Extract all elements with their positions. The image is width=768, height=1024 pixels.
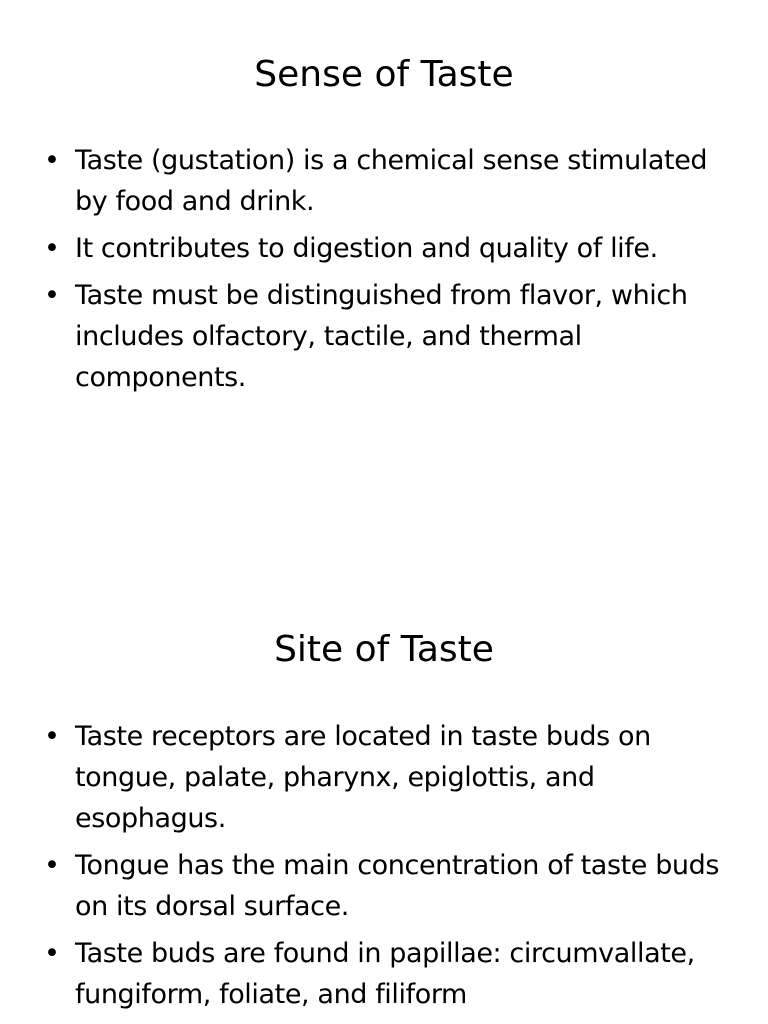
slide-site-of-taste bbox=[0, 576, 768, 1024]
bullet-icon: • bbox=[44, 233, 60, 264]
bullet-icon: • bbox=[44, 938, 60, 969]
bullet-text: Taste (gustation) is a chemical sense stimulated by food and drink. bbox=[75, 145, 708, 217]
bullet-icon: • bbox=[44, 280, 60, 311]
bullet-icon: • bbox=[44, 850, 60, 881]
bullet-list bbox=[0, 716, 740, 1021]
bullet-text: Taste must be distinguished from flavor, which includes olfactory, tactile, and thermal components. bbox=[75, 280, 688, 393]
bullet-item bbox=[0, 933, 740, 1015]
bullet-item bbox=[0, 716, 740, 839]
bullet-icon: • bbox=[44, 721, 60, 752]
bullet-text: Tongue has the main concentration of taste buds on its dorsal surface. bbox=[75, 850, 720, 922]
slide-title: Sense of Taste bbox=[254, 54, 514, 95]
bullet-item bbox=[0, 845, 740, 927]
bullet-item bbox=[0, 228, 740, 269]
slide-title: Site of Taste bbox=[274, 629, 494, 670]
bullet-list bbox=[0, 140, 740, 404]
bullet-text: Taste receptors are located in taste buds on tongue, palate, pharynx, epiglottis, and esophagus. bbox=[75, 721, 651, 834]
bullet-text: It contributes to digestion and quality of life. bbox=[75, 233, 658, 264]
bullet-item bbox=[0, 140, 740, 222]
bullet-text: Taste buds are found in papillae: circumvallate, fungiform, foliate, and filiform bbox=[75, 938, 695, 1010]
bullet-icon: • bbox=[44, 145, 60, 176]
bullet-item bbox=[0, 275, 740, 398]
